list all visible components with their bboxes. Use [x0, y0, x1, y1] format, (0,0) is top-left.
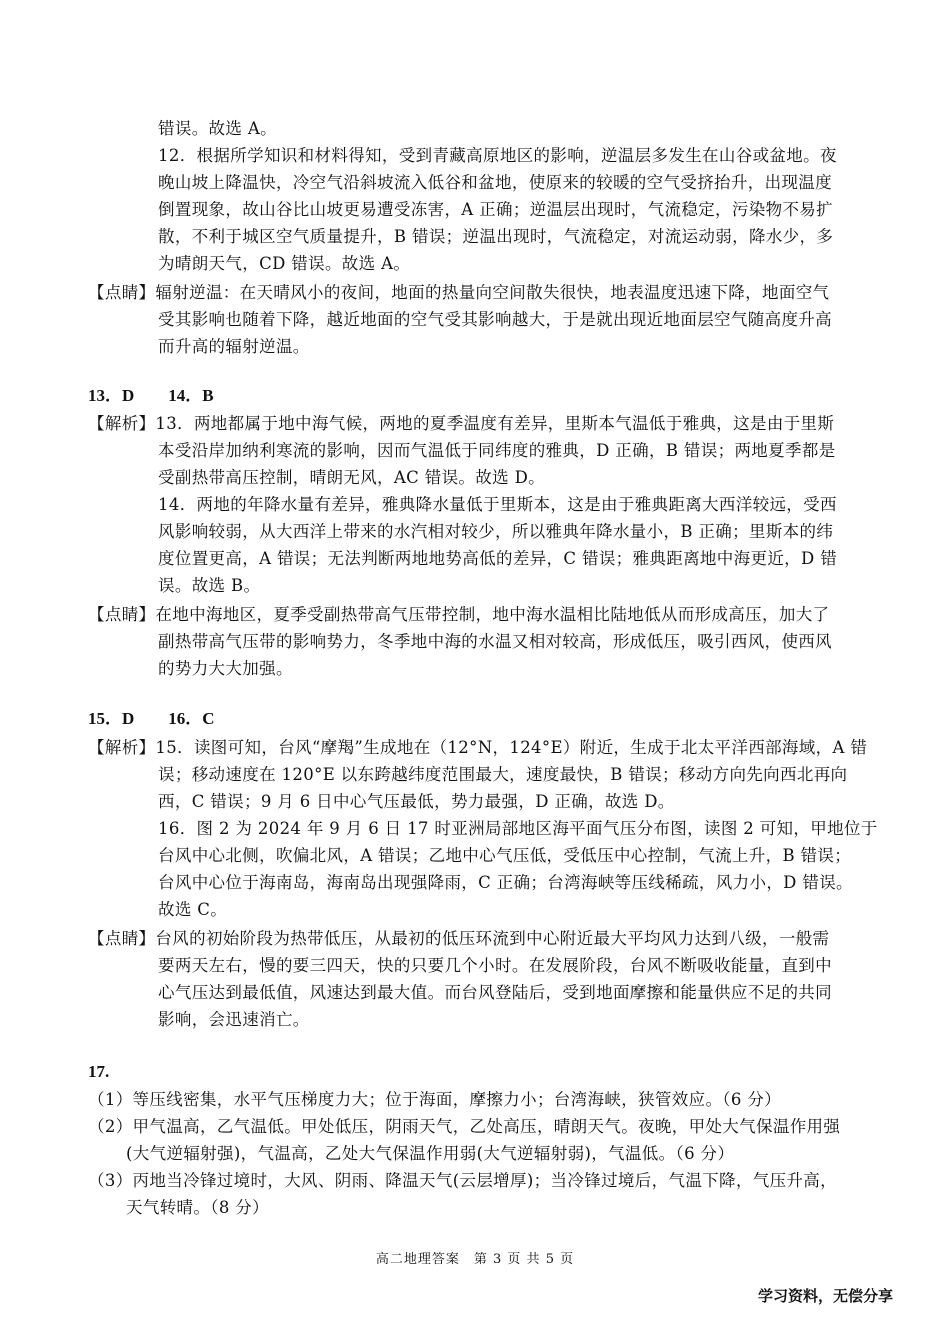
- text-line: 风影响较弱，从大西洋上带来的水汽相对较少，所以雅典年降水量小，B 正确；里斯本的纬: [158, 522, 834, 541]
- text-line: 16．图 2 为 2024 年 9 月 6 日 17 时亚洲局部地区海平面气压分布图，读图 2 可知，甲地位于: [158, 819, 878, 838]
- text-line: 【点睛】辐射逆温：在天晴风小的夜间，地面的热量向空间散失很快，地表温度迅速下降，地面空气: [88, 283, 830, 302]
- text-line: 的势力大大加强。: [158, 659, 293, 678]
- text-line: 【解析】15．读图可知，台风“摩羯”生成地在（12°N，124°E）附近，生成于北太平洋西部海域，A 错: [88, 738, 868, 757]
- answer-key-heading: 13．D 14．B: [88, 386, 214, 405]
- text-line: 台风中心北侧，吹偏北风，A 错误；乙地中心气压低，受低压中心控制，气流上升，B 错误；: [158, 846, 852, 865]
- text-line: 为晴朗天气，CD 错误。故选 A。: [158, 254, 411, 273]
- text-line: 误；移动速度在 120°E 以东跨越纬度范围最大，速度最快，B 错误；移动方向先向西北再向: [158, 765, 848, 784]
- page-footer: 高二地理答案 第 3 页 共 5 页: [375, 1252, 575, 1267]
- text-line: 受其影响也随着下降，越近地面的空气受其影响越大，于是就出现近地面层空气随高度升高: [158, 310, 832, 329]
- text-line: 要两天左右，慢的要三四天，快的只要几个小时。在发展阶段，台风不断吸收能量，直到中: [158, 956, 832, 975]
- text-line: 度位置更高，A 错误；无法判断两地地势高低的差异，C 错误；雅典距离地中海更近，D 错: [158, 549, 838, 568]
- text-line: 副热带高气压带的影响势力，冬季地中海的水温又相对较高，形成低压，吸引西风，使西风: [158, 632, 832, 651]
- text-line: 12．根据所学知识和材料得知，受到青藏高原地区的影响，逆温层多发生在山谷或盆地。夜: [158, 146, 837, 165]
- text-line: 本受沿岸加纳利寒流的影响，因而气温低于同纬度的雅典，D 正确，B 错误；两地夏季都是: [158, 441, 836, 460]
- text-line: (大气逆辐射强)，气温高，乙处大气保温作用弱(大气逆辐射弱)，气温低。（6 分）: [126, 1144, 735, 1163]
- text-line: （3）丙地当冷锋过境时，大风、阴雨、降温天气(云层增厚)；当冷锋过境后，气温下降，气压升高，: [88, 1171, 837, 1190]
- text-line: 14．两地的年降水量有差异，雅典降水量低于里斯本，这是由于雅典距离大西洋较远，受西: [158, 495, 837, 514]
- text-line: 【点睛】在地中海地区，夏季受副热带高气压带控制，地中海水温相比陆地低从而形成高压，加大了: [88, 605, 830, 624]
- watermark-text: 学习资料，无偿分享: [757, 1287, 893, 1305]
- text-line: 而升高的辐射逆温。: [158, 337, 310, 356]
- text-line: 心气压达到最低值，风速达到最大值。而台风登陆后，受到地面摩擦和能量供应不足的共同: [158, 983, 832, 1002]
- text-line: 倒置现象，故山谷比山坡更易遭受冻害，A 正确；逆温层出现时，气流稳定，污染物不易扩: [158, 200, 834, 219]
- text-line: 天气转晴。（8 分）: [126, 1198, 269, 1217]
- text-line: 误。故选 B。: [158, 576, 261, 595]
- text-line: 错误。故选 A。: [158, 119, 277, 138]
- text-line: 散，不利于城区空气质量提升，B 错误；逆温出现时，气流稳定，对流运动弱，降水少，多: [158, 227, 834, 246]
- answer-key-heading: 15．D 16．C: [88, 709, 215, 728]
- text-line: 受副热带高压控制，晴朗无风，AC 错误。故选 D。: [158, 468, 546, 487]
- text-line: 故选 C。: [158, 900, 228, 919]
- text-line: 晚山坡上降温快，冷空气沿斜坡流入低谷和盆地，使原来的较暖的空气受挤抬升，出现温度: [158, 173, 832, 192]
- text-line: 影响，会迅速消亡。: [158, 1010, 310, 1029]
- text-line: （1）等压线密集，水平气压梯度力大；位于海面，摩擦力小；台湾海峡，狭管效应。（6 分）: [88, 1090, 782, 1109]
- text-line: 【点睛】台风的初始阶段为热带低压，从最初的低压环流到中心附近最大平均风力达到八级，一般需: [88, 929, 830, 948]
- text-line: （2）甲气温高，乙气温低。甲处低压，阴雨天气，乙处高压，晴朗天气。夜晚，甲处大气保温作用强: [88, 1117, 841, 1136]
- text-line: 【解析】13．两地都属于地中海气候，两地的夏季温度有差异，里斯本气温低于雅典，这是由于里斯: [88, 414, 835, 433]
- text-line: 台风中心位于海南岛，海南岛出现强降雨，C 正确；台湾海峡等压线稀疏，风力小，D 错误。: [158, 873, 853, 892]
- text-line: 西，C 错误；9 月 6 日中心气压最低，势力最强，D 正确，故选 D。: [158, 792, 675, 811]
- question-number-heading: 17.: [88, 1062, 110, 1081]
